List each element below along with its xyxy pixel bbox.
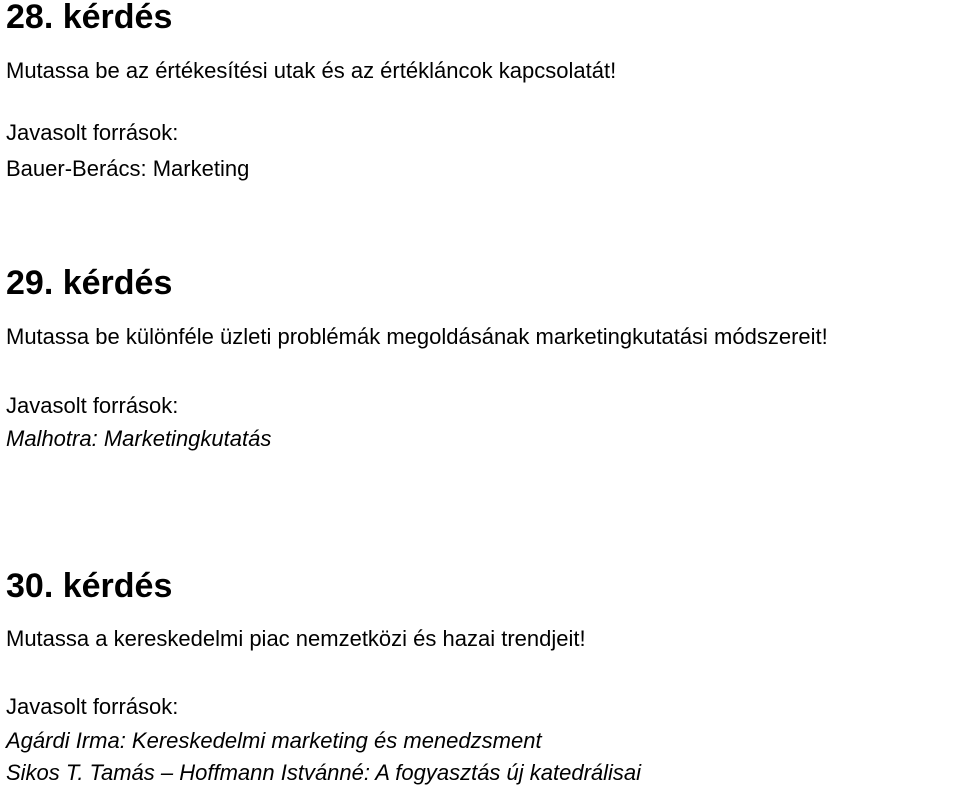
source-item: Malhotra: Marketingkutatás xyxy=(6,426,272,451)
sources-label: Javasolt források: xyxy=(6,694,179,719)
source-item: Sikos T. Tamás – Hoffmann Istvánné: A fogyasztás új katedrálisai xyxy=(6,760,642,785)
question-heading: 28. kérdés xyxy=(6,0,173,36)
source-item: Agárdi Irma: Kereskedelmi marketing és menedzsment xyxy=(6,728,542,753)
sources-label: Javasolt források: xyxy=(6,393,179,418)
source-item: Bauer-Berács: Marketing xyxy=(6,156,250,181)
question-text: Mutassa be az értékesítési utak és az értékláncok kapcsolatát! xyxy=(6,58,617,83)
sources-label: Javasolt források: xyxy=(6,120,179,145)
question-text: Mutassa a kereskedelmi piac nemzetközi és hazai trendjeit! xyxy=(6,626,586,651)
question-heading: 30. kérdés xyxy=(6,567,173,605)
question-text: Mutassa be különféle üzleti problémák megoldásának marketingkutatási módszereit! xyxy=(6,324,828,349)
question-heading: 29. kérdés xyxy=(6,264,173,302)
